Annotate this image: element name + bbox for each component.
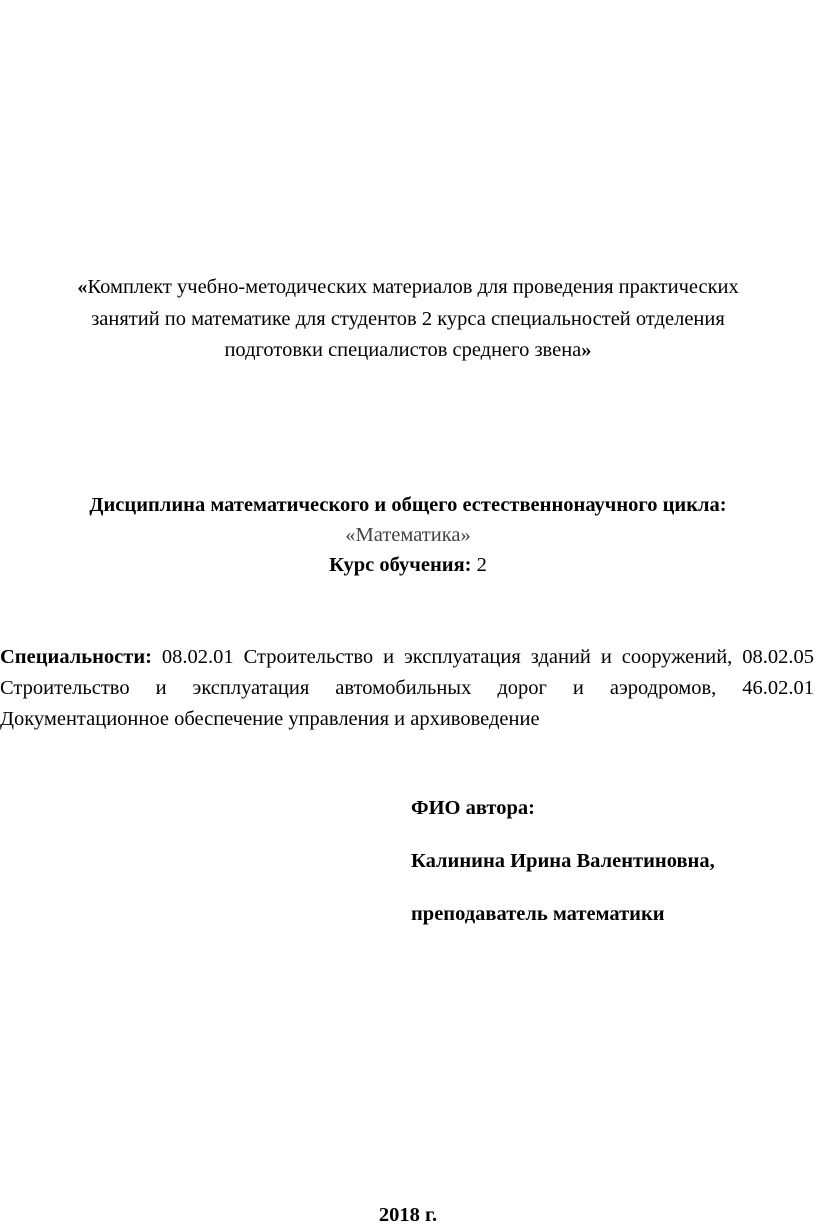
discipline-heading: Дисциплина математического и общего естественнонаучного цикла:	[89, 494, 727, 516]
title-line-3-text: подготовки специалистов среднего звена	[224, 339, 582, 361]
author-section	[411, 793, 811, 952]
title-line-3	[0, 335, 816, 367]
course-label: Курс обучения:	[329, 554, 472, 576]
document-title	[0, 272, 816, 367]
author-label: ФИО автора:	[411, 797, 535, 819]
course-line	[0, 550, 816, 580]
title-line-1-text: Комплект учебно-методических материалов для проведения практических	[87, 276, 739, 298]
title-line-1	[0, 272, 816, 304]
specialties-section	[0, 642, 814, 735]
author-position: преподаватель математики	[411, 903, 665, 925]
specialties-text: 08.02.01 Строительство и эксплуатация зданий и сооружений, 08.02.05 Строительство и эксплуатация автомобильных дорог и аэродромов, 46.02.01 Документационное обеспечение управления и архивоведение	[0, 646, 814, 730]
document-year: 2018 г.	[378, 1204, 438, 1226]
title-line-2: занятий по математике для студентов 2 курса специальностей отделения	[91, 307, 725, 330]
specialties-label: Специальности:	[0, 646, 152, 668]
discipline-subject: «Математика»	[345, 524, 471, 546]
title-close-quote: »	[581, 339, 592, 361]
title-open-quote: «	[77, 276, 88, 298]
discipline-section	[0, 490, 816, 580]
course-value: 2	[476, 554, 487, 576]
author-name: Калинина Ирина Валентиновна,	[411, 850, 715, 872]
